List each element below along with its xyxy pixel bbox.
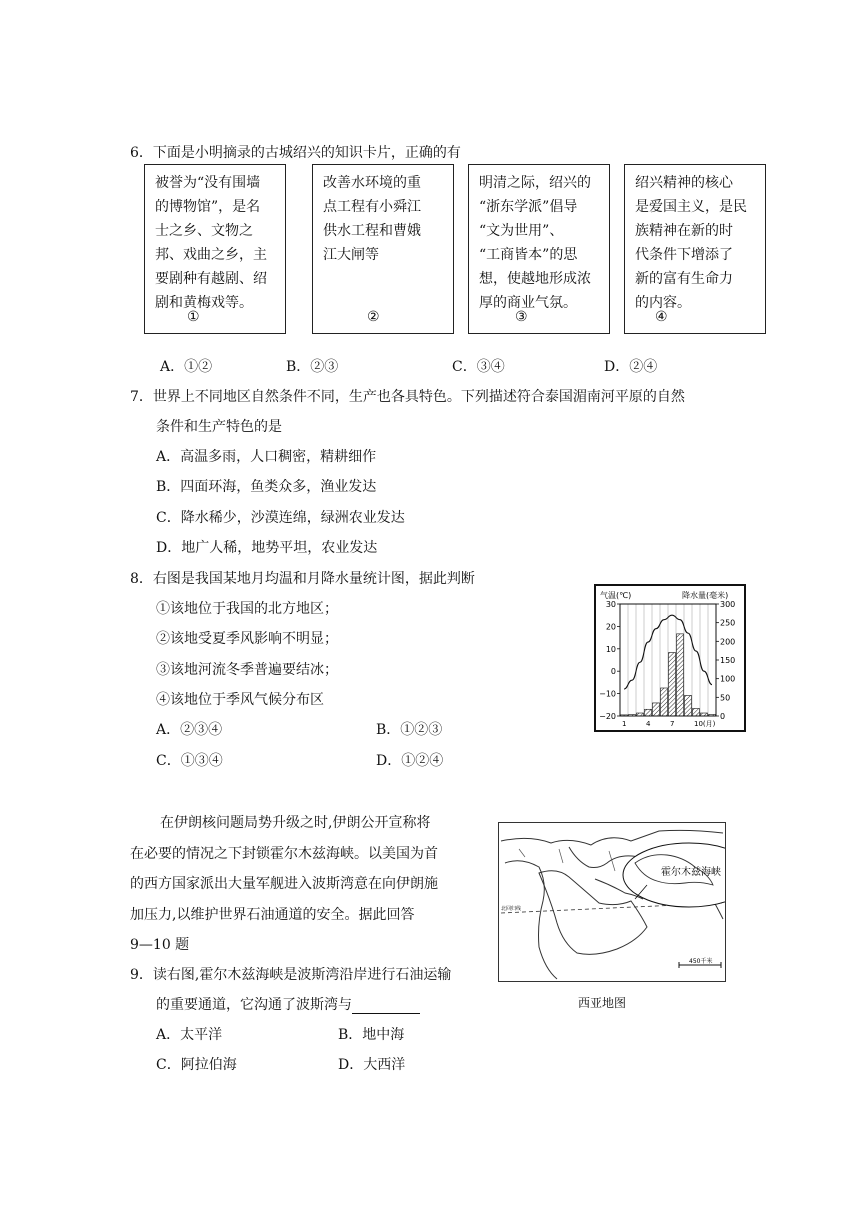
knowledge-card-2 xyxy=(312,164,454,334)
q7-option-d: D．地广人稀，地势平坦，农业发达 xyxy=(156,540,378,556)
precipitation-bar xyxy=(621,715,628,716)
q8-option-c: C．①③④ xyxy=(156,753,223,769)
knowledge-card-3 xyxy=(468,164,610,334)
card-text: 明清之际，绍兴的 “浙东学派”倡导 “文为世用”、 “工商皆本”的思 想，使越地形成浓 厚的商业气氛。 xyxy=(479,175,591,311)
q6-option-a: A．①② xyxy=(160,359,213,375)
passage-line-4: 加压力,以维护世界石油通道的安全。据此回答 xyxy=(130,907,415,923)
q7-option-b: B．四面环海，鱼类众多，渔业发达 xyxy=(156,479,377,495)
q9-stem-cont xyxy=(156,996,420,1014)
card-text: 改善水环境的重 点工程有小舜江 供水工程和曹娥 江大闸等 xyxy=(323,175,421,263)
west-asia-map xyxy=(498,822,726,982)
hormuz-strait-label: 霍尔木兹海峡 xyxy=(661,867,721,878)
red-sea-west-coast xyxy=(505,861,557,979)
precipitation-tick-label: 200 xyxy=(720,637,736,647)
map-svg xyxy=(499,823,725,981)
temperature-axis-label: 气温(℃) xyxy=(600,591,632,600)
q9-stem-text: 的重要通道，它沟通了波斯湾与 xyxy=(156,997,352,1013)
card-number: ① xyxy=(187,309,200,325)
passage-line-2: 在必要的情况之下封锁霍尔木兹海峡。以美国为首 xyxy=(130,846,438,862)
temperature-tick-label: −20 xyxy=(599,712,616,721)
precipitation-tick-label: 150 xyxy=(720,656,736,665)
q8-option-a: A．②③④ xyxy=(156,722,223,738)
temperature-tick-label: 0 xyxy=(610,667,616,677)
q7-stem: 7．世界上不同地区自然条件不同，生产也各具特色。下列描述符合泰国湄南河平原的自然 xyxy=(130,389,685,405)
q7-option-a: A．高温多雨，人口稠密，精耕细作 xyxy=(156,449,377,465)
precipitation-bar xyxy=(629,715,636,716)
precipitation-tick-label: 50 xyxy=(720,693,731,703)
knowledge-card-4 xyxy=(624,164,766,334)
card-number: ③ xyxy=(515,309,528,325)
precipitation-tick-label: 100 xyxy=(720,674,736,684)
scale-label: 450千米 xyxy=(689,958,713,965)
map-caption: 西亚地图 xyxy=(578,996,627,1010)
precipitation-bar xyxy=(637,713,644,716)
q6-option-b: B．②③ xyxy=(286,359,339,375)
q8-statement-4: ④该地位于季风气候分布区 xyxy=(156,692,324,708)
passage-line-1: 在伊朗核问题局势升级之时,伊朗公开宣称将 xyxy=(160,815,431,831)
precipitation-bar xyxy=(669,653,676,716)
q8-statement-2: ②该地受夏季风影响不明显； xyxy=(156,631,338,647)
q9-option-b: B．地中海 xyxy=(338,1027,405,1043)
precipitation-tick-label: 300 xyxy=(720,600,736,609)
precipitation-tick-label: 250 xyxy=(720,618,736,628)
card-number: ② xyxy=(367,309,380,325)
q7-stem-cont: 条件和生产特色的是 xyxy=(156,419,282,435)
month-tick-label: 4 xyxy=(646,720,651,728)
temperature-tick-label: 30 xyxy=(605,600,616,609)
precipitation-bar xyxy=(709,715,716,716)
precipitation-bar xyxy=(645,709,652,716)
precipitation-bar xyxy=(677,634,684,716)
precipitation-axis-label: 降水量(毫米) xyxy=(682,591,729,600)
precipitation-bar xyxy=(653,703,660,716)
temperature-tick-label: 20 xyxy=(605,622,616,632)
q8-option-b: B．①②③ xyxy=(376,722,443,738)
precipitation-bar xyxy=(693,709,700,716)
precipitation-tick-label: 0 xyxy=(720,712,726,721)
answer-blank xyxy=(352,999,420,1014)
passage-line-5: 9—10 题 xyxy=(130,937,190,953)
q8-stem: 8．右图是我国某地月均温和月降水量统计图，据此判断 xyxy=(130,571,475,587)
q6-option-c: C．③④ xyxy=(452,359,505,375)
q8-option-d: D．①②④ xyxy=(376,753,444,769)
q7-option-c: C．降水稀少，沙漠连绵，绿洲农业发达 xyxy=(156,510,405,526)
q8-statement-3: ③该地河流冬季普遍要结冰； xyxy=(156,662,338,678)
precipitation-bar xyxy=(685,695,692,716)
q9-option-a: A．太平洋 xyxy=(156,1027,223,1043)
precipitation-bar xyxy=(701,713,708,716)
q8-statement-1: ①该地位于我国的北方地区； xyxy=(156,601,338,617)
knowledge-card-1 xyxy=(144,164,286,334)
temperature-tick-label: 10 xyxy=(605,644,616,654)
tropic-label: 北回归线 xyxy=(501,906,522,912)
climate-chart-svg xyxy=(596,586,744,730)
climate-chart xyxy=(594,584,746,732)
q6-stem: 6．下面是小明摘录的古城绍兴的知识卡片，正确的有 xyxy=(130,145,461,161)
card-text: 被誉为“没有围墙 的博物馆”，是名 士之乡、文物之 邦、戏曲之乡，主 要剧种有越剧、绍 剧和黄梅戏等。 xyxy=(155,175,267,311)
card-number: ④ xyxy=(655,309,668,325)
q9-option-d: D．大西洋 xyxy=(338,1057,406,1073)
month-tick-label: 10(月) xyxy=(694,720,716,728)
passage-line-3: 的西方国家派出大量军舰进入波斯湾意在向伊朗施 xyxy=(130,876,438,892)
q6-option-d: D．②④ xyxy=(604,359,658,375)
card-text: 绍兴精神的核心 是爱国主义，是民 族精神在新的时 代条件下增添了 新的富有生命力 的内容。 xyxy=(635,175,747,311)
q9-option-c: C．阿拉伯海 xyxy=(156,1057,237,1073)
temperature-tick-label: −10 xyxy=(599,689,616,699)
precipitation-bar xyxy=(661,688,668,716)
q9-stem: 9．读右图,霍尔木兹海峡是波斯湾沿岸进行石油运输 xyxy=(130,967,452,983)
month-tick-label: 7 xyxy=(670,720,675,728)
month-tick-label: 1 xyxy=(622,720,627,728)
